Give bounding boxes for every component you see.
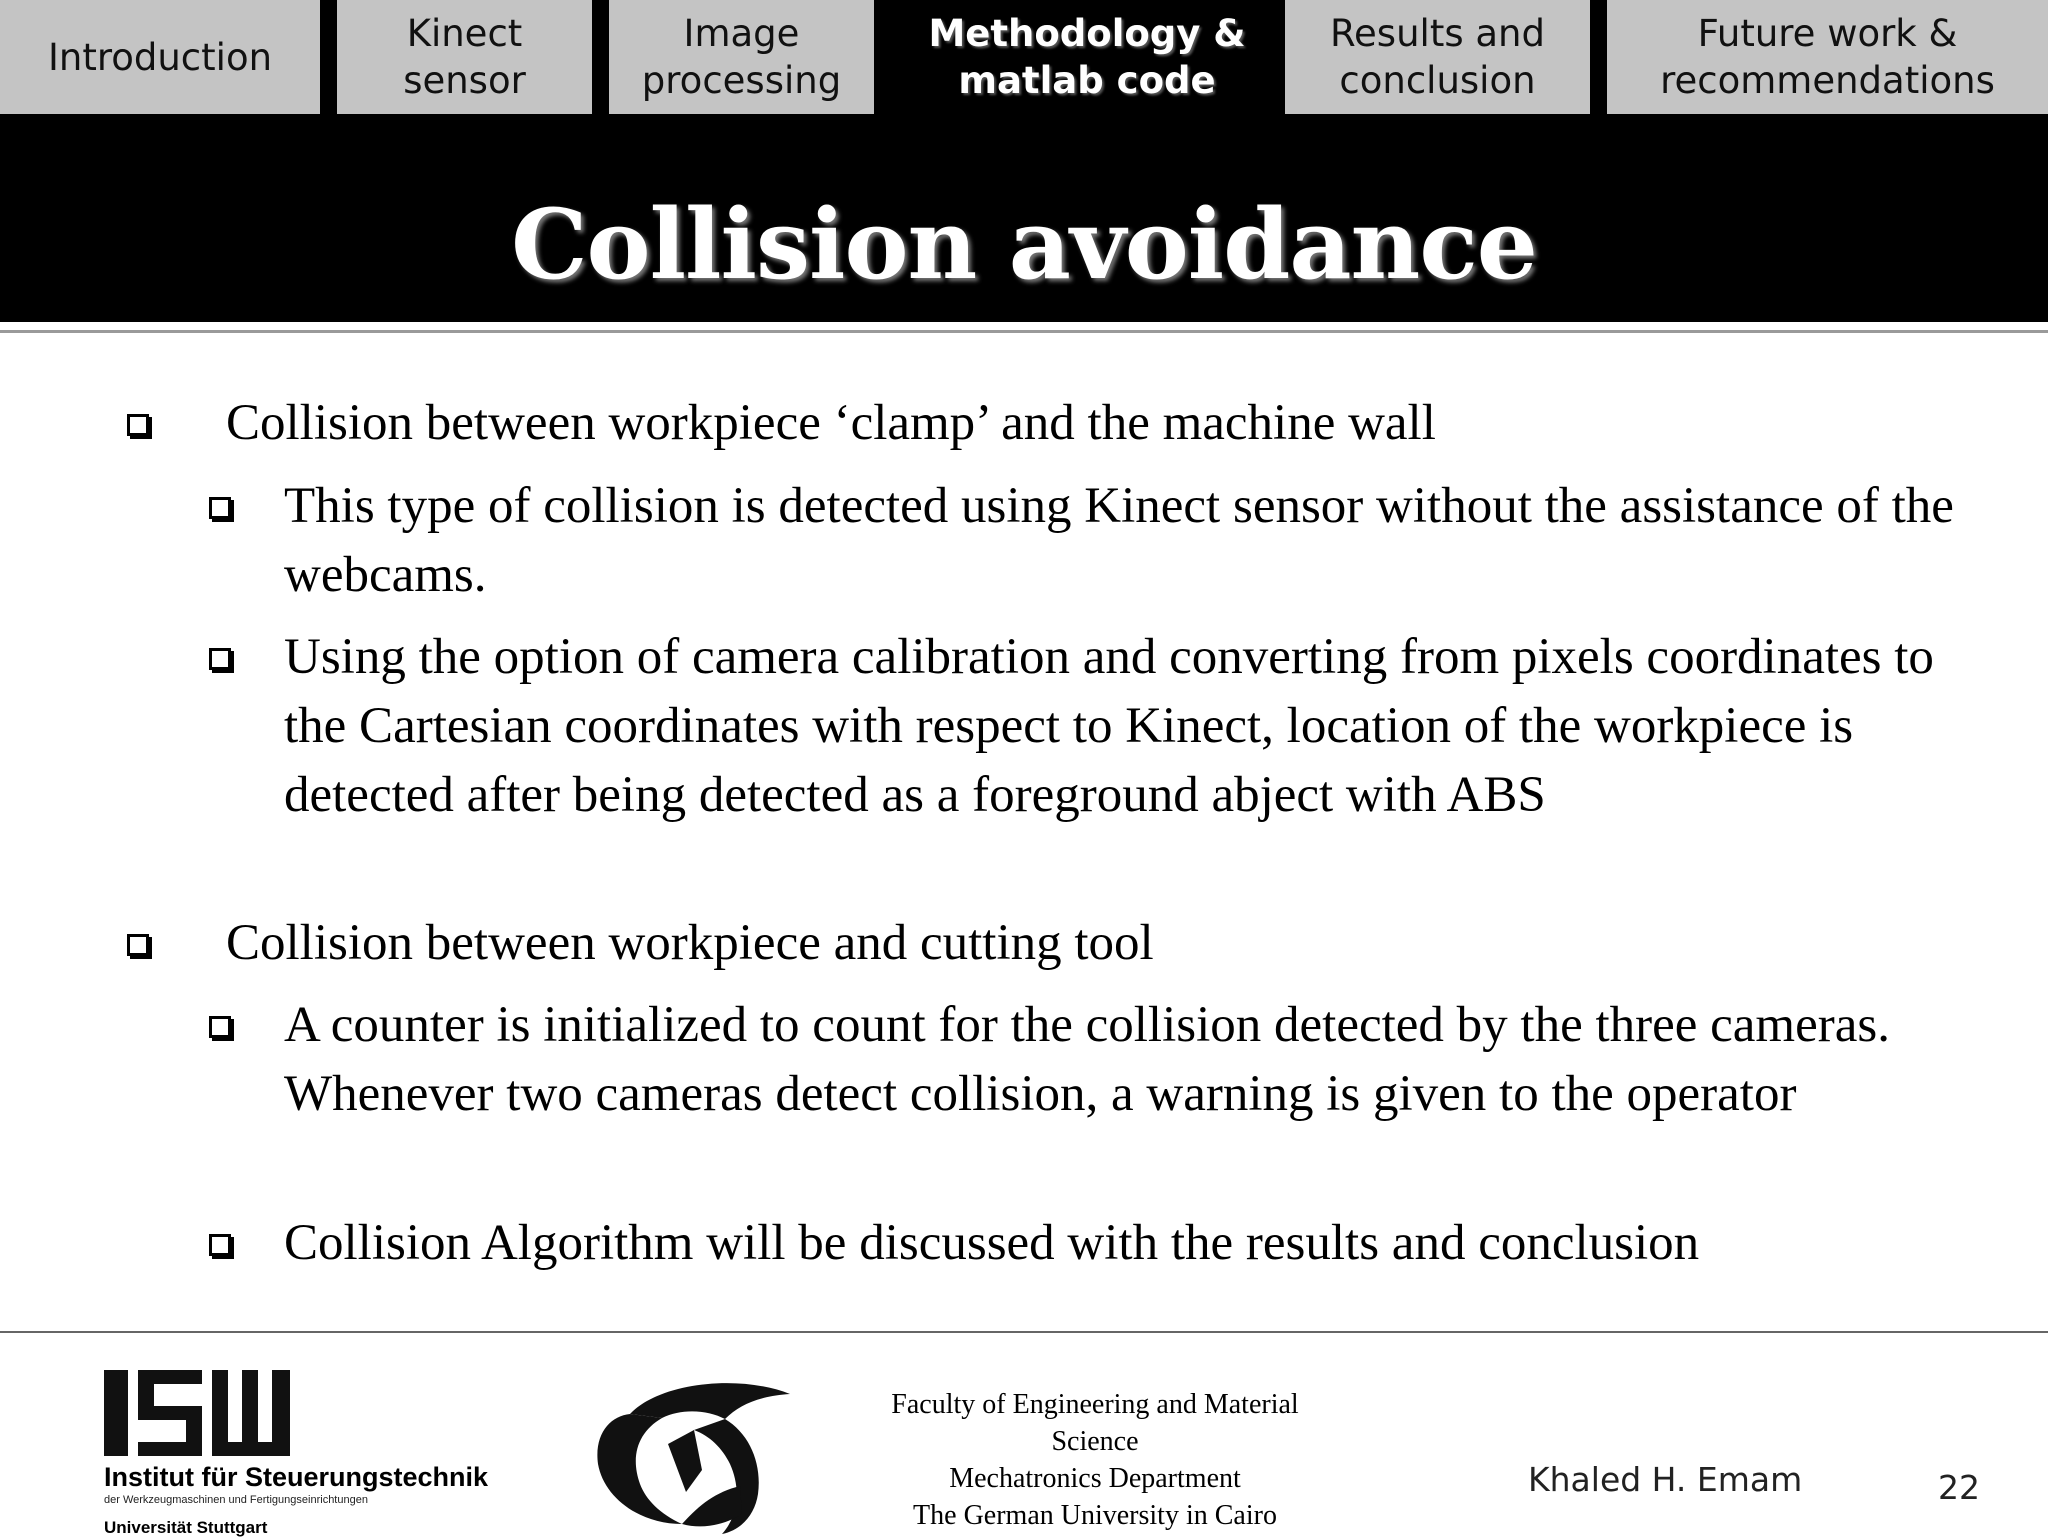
bullet-box-icon — [209, 1234, 231, 1256]
tab-future-work[interactable]: Future work & recommendations — [1607, 0, 2048, 114]
isw-university: Universität Stuttgart — [104, 1518, 268, 1537]
tab-methodology-matlab-code[interactable]: Methodology & matlab code — [891, 0, 1283, 114]
isw-subtitle: der Werkzeugmaschinen und Fertigungseinrichtungen — [104, 1494, 368, 1506]
bullet-box-icon — [127, 414, 149, 436]
faculty-line: Science — [1051, 1426, 1139, 1457]
bullet-level-2: This type of collision is detected using Kinect sensor without the assistance of the webcams. — [284, 478, 1954, 603]
tab-image-processing[interactable]: Image processing — [609, 0, 874, 114]
isw-logo — [104, 1370, 489, 1537]
university-line: The German University in Cairo — [913, 1500, 1277, 1531]
bullet-box-icon — [209, 497, 231, 519]
bullet-box-icon — [209, 1016, 231, 1038]
isw-institute-name: Institut für Steuerungstechnik — [104, 1462, 489, 1492]
bullet-level-2: Collision Algorithm will be discussed with the results and conclusion — [284, 1215, 1700, 1271]
bullet-level-1: Collision between workpiece and cutting tool — [226, 915, 1154, 971]
slide-title: Collision avoidance — [511, 188, 1537, 301]
isw-logo-mark — [104, 1370, 290, 1456]
faculty-info — [840, 1386, 1350, 1534]
title-divider — [0, 330, 2048, 333]
bullet-box-icon — [127, 934, 149, 956]
author-name: Khaled H. Emam — [1528, 1460, 1803, 1499]
bullet-box-icon — [209, 648, 231, 670]
bullet-level-2: A counter is initialized to count for the collision detected by the three cameras. Whenever two cameras detect collision, a warning is given to the operator — [284, 997, 1890, 1122]
footer-divider — [0, 1331, 2048, 1333]
faculty-line: Faculty of Engineering and Material — [891, 1389, 1299, 1420]
page-number: 22 — [1938, 1468, 1980, 1507]
tab-results-conclusion[interactable]: Results and conclusion — [1285, 0, 1590, 114]
guc-logo — [590, 1374, 800, 1536]
bullet-level-2: Using the option of camera calibration and converting from pixels coordinates to the Cartesian coordinates with respect to Kinect, location of the workpiece is detected after being detected as a foreground abject with ABS — [284, 629, 1934, 823]
department-line: Mechatronics Department — [949, 1463, 1241, 1494]
bullet-level-1: Collision between workpiece ‘clamp’ and the machine wall — [226, 395, 1436, 451]
tab-introduction[interactable]: Introduction — [0, 0, 320, 114]
header-bar — [0, 0, 2048, 322]
tab-kinect-sensor[interactable]: Kinect sensor — [337, 0, 592, 114]
